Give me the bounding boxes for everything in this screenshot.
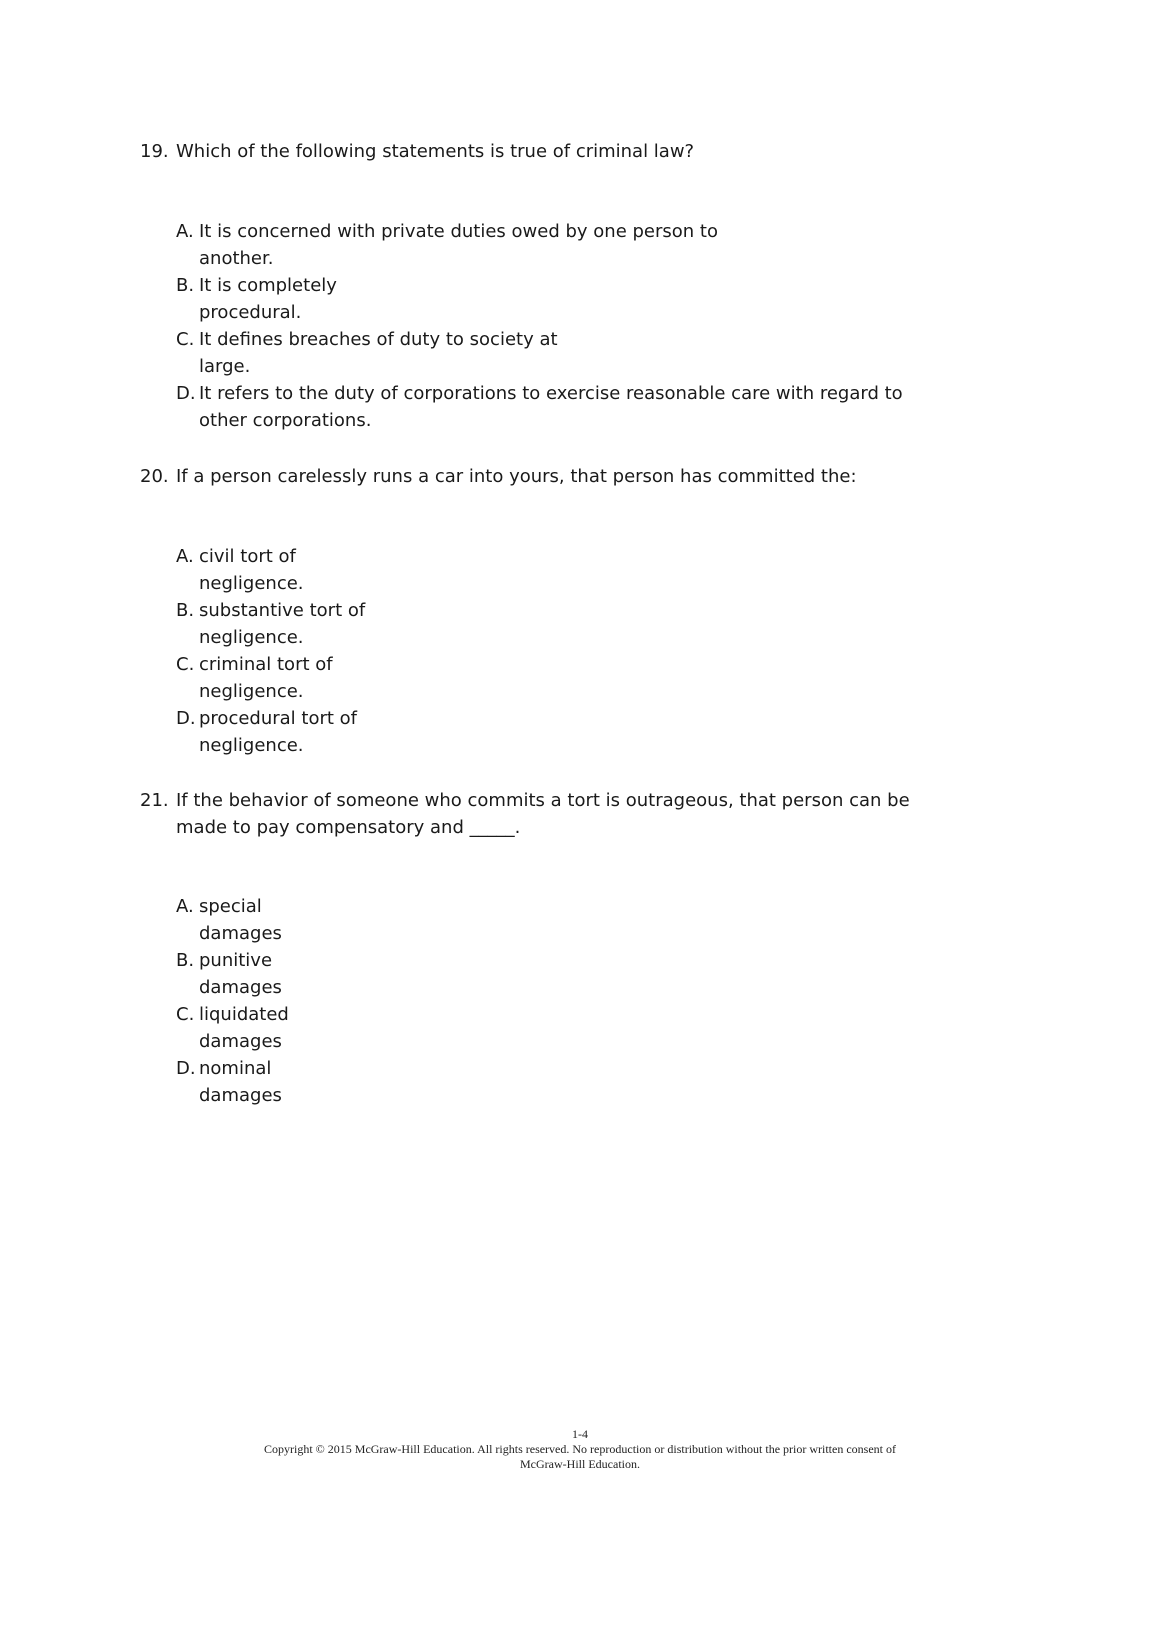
option-text: It refers to the duty of corporations to exercise reasonable care with regard to [199, 383, 903, 404]
option-text: negligence. [199, 735, 304, 756]
option-b[interactable] [176, 947, 289, 1001]
option-letter: A. [176, 896, 194, 917]
option-text: nominal [199, 1058, 272, 1079]
question-text-line: made to pay compensatory and _____. [176, 817, 521, 838]
option-text: punitive [199, 950, 273, 971]
option-text: damages [199, 977, 282, 998]
question-text: Which of the following statements is true of criminal law? [176, 141, 695, 162]
option-d[interactable] [176, 1055, 289, 1109]
option-letter: C. [176, 1004, 195, 1025]
option-letter: B. [176, 275, 195, 296]
question-21-options [176, 893, 289, 1109]
question-text: If a person carelessly runs a car into yours, that person has committed the: [176, 466, 857, 487]
page-footer [160, 1427, 1000, 1472]
option-text: negligence. [199, 627, 304, 648]
option-letter: D. [176, 383, 196, 404]
option-text: damages [199, 1085, 282, 1106]
option-text: It is concerned with private duties owed by one person to [199, 221, 718, 242]
option-letter: B. [176, 600, 195, 621]
option-letter: C. [176, 329, 195, 350]
option-b[interactable] [176, 597, 365, 651]
copyright-line: McGraw-Hill Education. [520, 1457, 640, 1471]
question-20-options [176, 543, 365, 759]
option-text: substantive tort of [199, 600, 366, 621]
option-text: large. [199, 356, 251, 377]
option-text: other corporations. [199, 410, 372, 431]
option-a[interactable] [176, 218, 903, 272]
option-text: It defines breaches of duty to society at [199, 329, 558, 350]
option-text: negligence. [199, 573, 304, 594]
option-text: civil tort of [199, 546, 296, 567]
page-number: 1-4 [572, 1427, 588, 1441]
option-b[interactable] [176, 272, 903, 326]
option-letter: B. [176, 950, 195, 971]
option-text: another. [199, 248, 274, 269]
option-text: negligence. [199, 681, 304, 702]
question-21 [140, 787, 1000, 841]
question-19 [140, 138, 1000, 165]
question-text-line: If the behavior of someone who commits a tort is outrageous, that person can be [176, 790, 910, 811]
question-number: 20. [140, 466, 169, 487]
question-19-options [176, 218, 903, 434]
option-text: procedural tort of [199, 708, 358, 729]
option-c[interactable] [176, 651, 365, 705]
question-20 [140, 463, 1000, 490]
option-text: procedural. [199, 302, 302, 323]
option-d[interactable] [176, 705, 365, 759]
option-text: It is completely [199, 275, 337, 296]
option-letter: A. [176, 546, 194, 567]
option-text: liquidated [199, 1004, 289, 1025]
option-d[interactable] [176, 380, 903, 434]
option-text: damages [199, 1031, 282, 1052]
option-text: special [199, 896, 262, 917]
option-a[interactable] [176, 893, 289, 947]
option-a[interactable] [176, 543, 365, 597]
option-letter: A. [176, 221, 194, 242]
option-c[interactable] [176, 326, 903, 380]
option-text: criminal tort of [199, 654, 333, 675]
option-c[interactable] [176, 1001, 289, 1055]
option-letter: C. [176, 654, 195, 675]
question-number: 19. [140, 141, 169, 162]
question-text [176, 787, 1000, 841]
copyright-line: Copyright © 2015 McGraw-Hill Education. All rights reserved. No reproduction or distribution without the prior written consent of [263, 1442, 896, 1456]
option-letter: D. [176, 708, 196, 729]
question-number: 21. [140, 790, 169, 811]
option-letter: D. [176, 1058, 196, 1079]
option-text: damages [199, 923, 282, 944]
